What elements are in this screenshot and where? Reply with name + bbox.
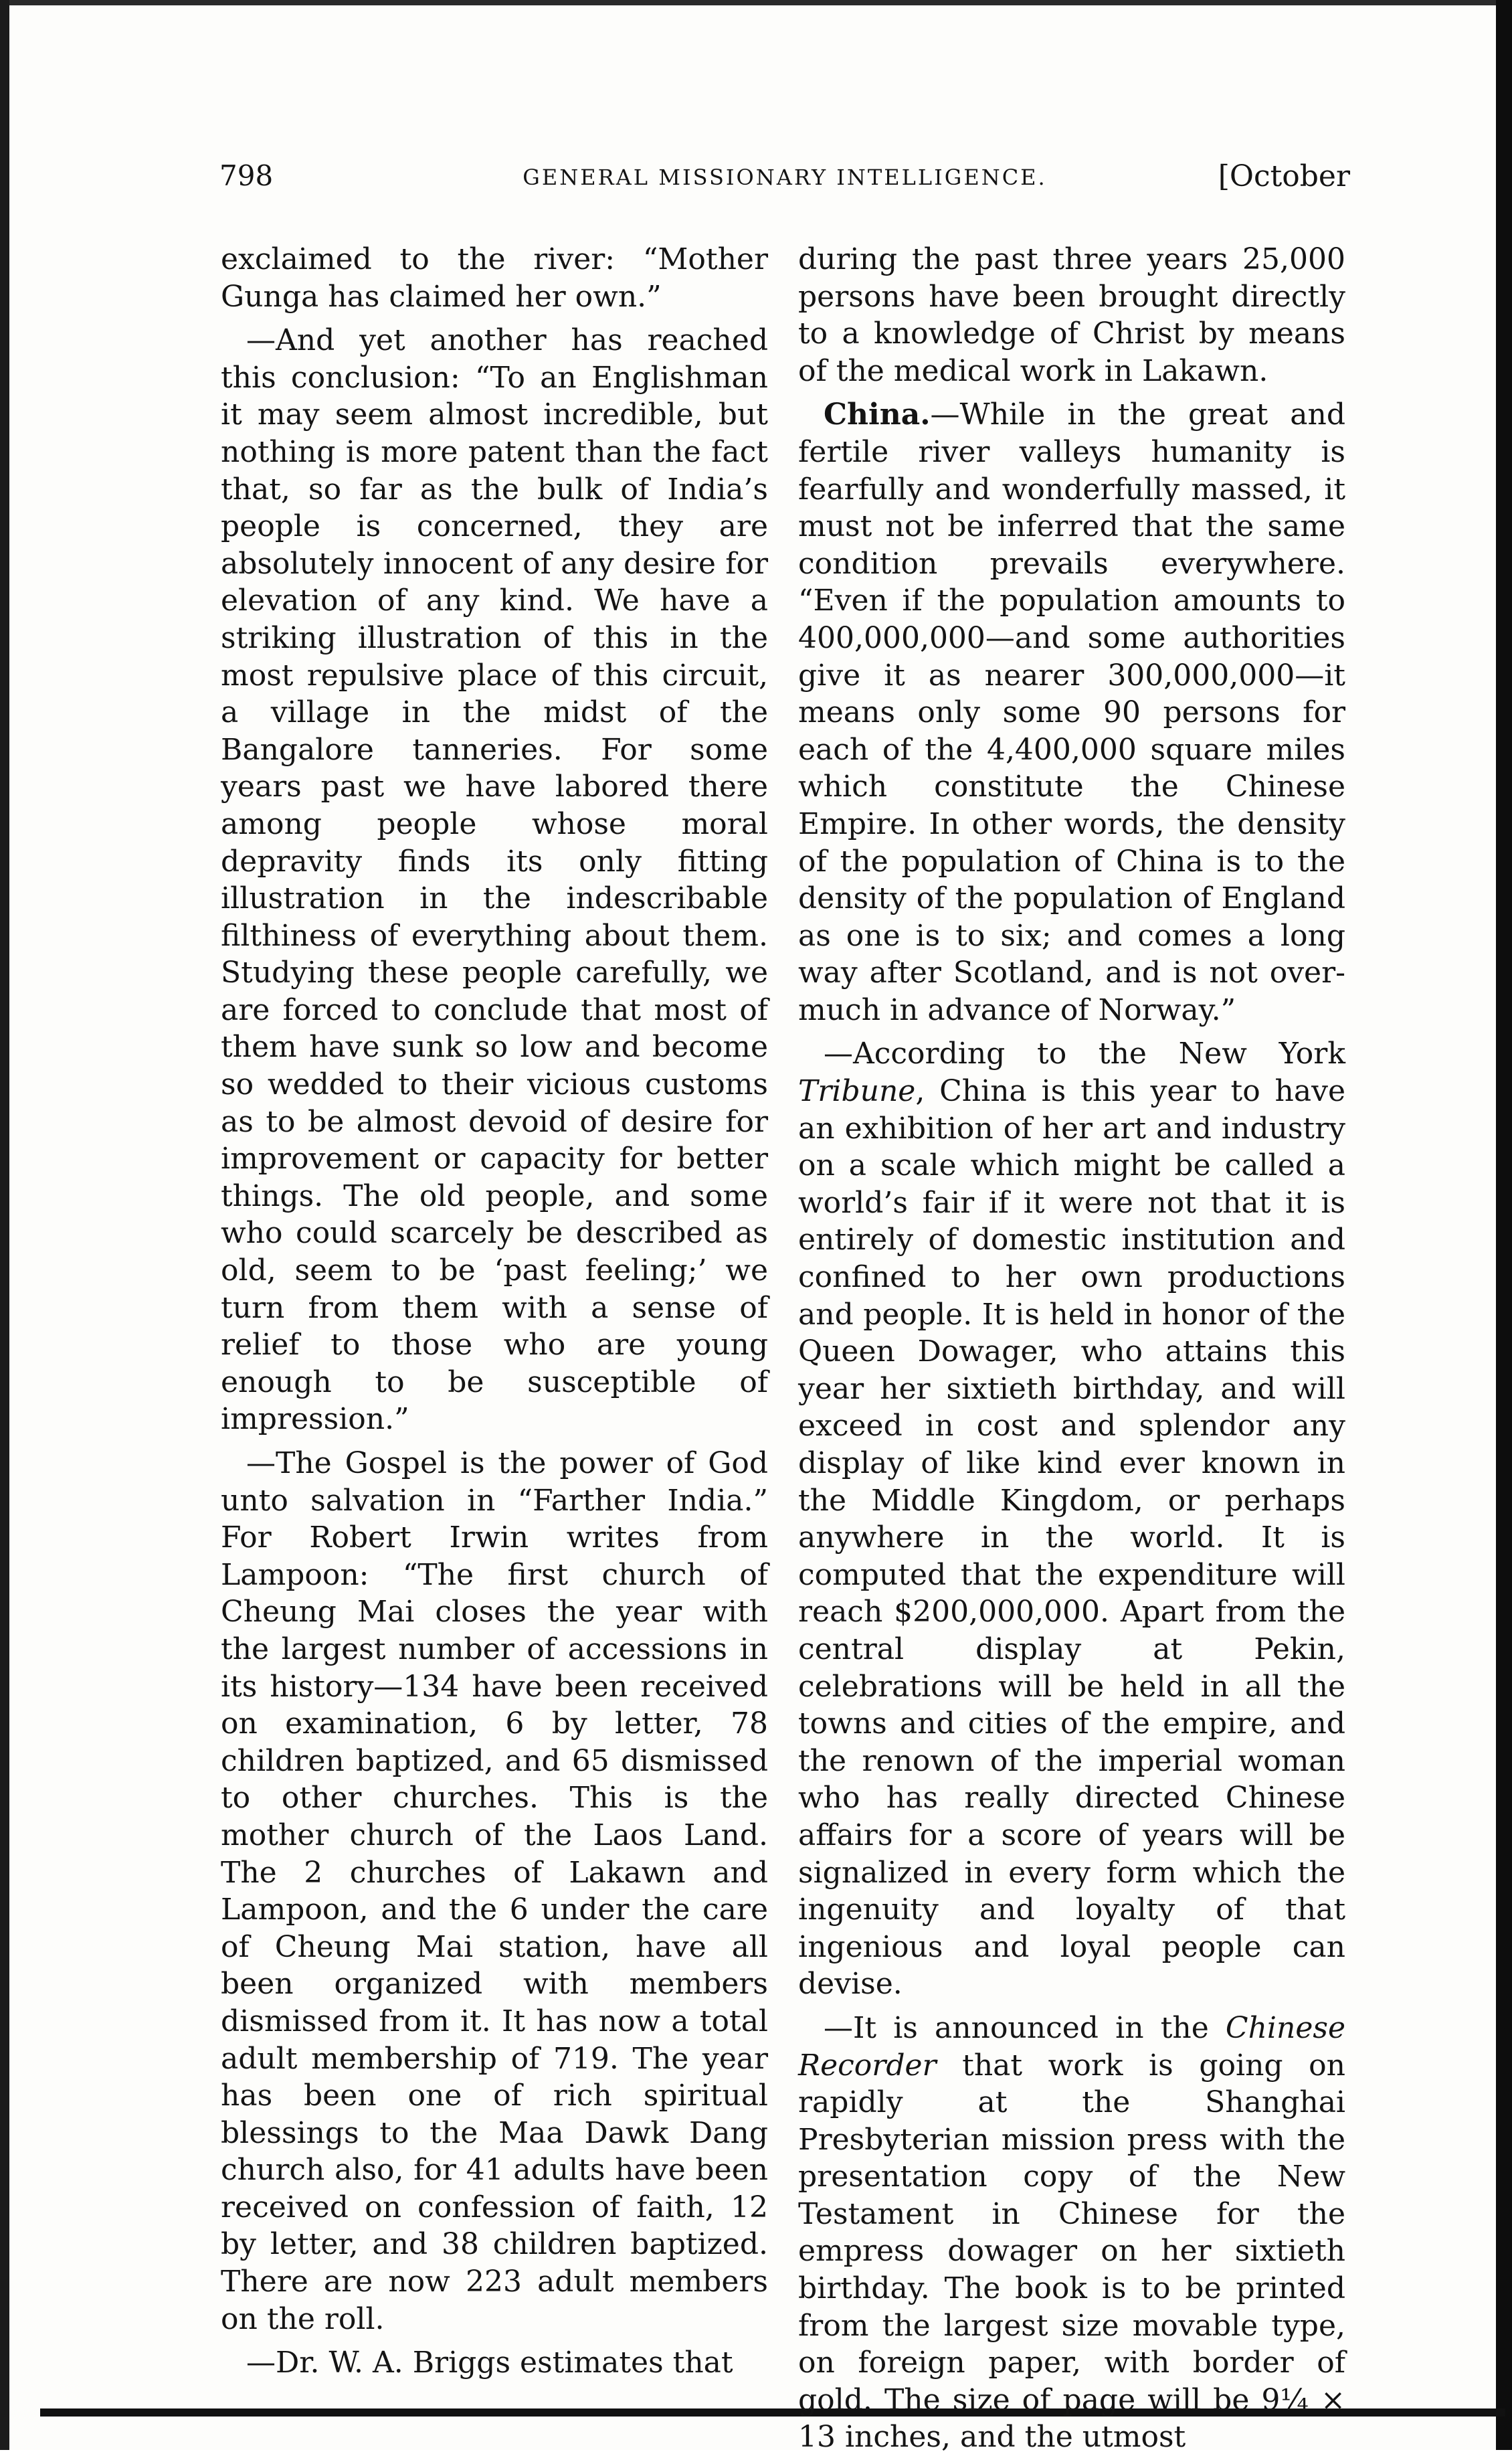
paragraph-text: —According to the New York — [824, 1037, 1345, 1071]
paragraph — [798, 1035, 1345, 2002]
right-column — [798, 241, 1345, 2455]
publication-title: Tribune — [798, 1074, 916, 1109]
page-number: 798 — [219, 159, 274, 192]
section-heading-china: China. — [824, 398, 931, 432]
paragraph: —And yet another has reached this conclusion: “To an Englishman it may seem almost incredible, but nothing is more patent than the fact that, so far as the bulk of India’s people is concerned, they are absolutely innocent of any desire for elevation of any kind. We have a striking illustration of this in the most repulsive place of this circuit, a village in the midst of the Bangalore tanneries. For some years past we have labored there among people whose moral depravity finds its only fitting illustration in the indescribable filthiness of everything about them. Studying these people carefully, we are forced to conclude that most of them have sunk so low and become so wedded to their vicious customs as to be almost devoid of desire for improvement or capacity for better things. The old people, and some who could scarcely be described as old, seem to be ‘past feeling;’ we turn from them with a sense of relief to those who are young enough to be susceptible of impression.” — [221, 323, 768, 1437]
scan-edge-right — [1496, 0, 1512, 2450]
scan-edge-left — [0, 0, 9, 2450]
paragraph: —Dr. W. A. Briggs estimates that — [246, 2346, 733, 2380]
paragraph-text: , China is this year to have an exhibition of her art and industry on a scale which might be called a world’s fair if it were not that it is entirely of domestic institution and confined to her own productions and people. It is held in honor of the Queen Dowager, who attains this year her sixtieth birthday, and will exceed in cost and splendor any display of like kind ever known in the Middle Kingdom, or perhaps anywhere in the world. It is computed that the expenditure will reach $200,000,000. Apart from the central display at Pekin, celebrations will be held in all the towns and cities of the empire, and the renown of the imperial woman who has really directed Chinese affairs for a score of years will be signalized in every form which the ingenuity and loyalty of that ingenious and loyal people can devise. — [798, 1074, 1345, 2002]
paragraph-text: that work is going on rapidly at the Shanghai Presbyterian mission press with the presentation copy of the New Testament in Chinese for the empress dowager on her sixtieth birthday. The book is to be printed from the largest size movable type, on foreign paper, with border of gold. The size of page will be 9¼ × 13 inches, and the utmost — [798, 2048, 1345, 2455]
paragraph-text: —While in the great and fertile river valleys humanity is fearfully and wonderfully massed, it must not be inferred that the same condition prevails everywhere. “Even if the population amounts to 400,000,000—and some authorities give it as nearer 300,000,000—it means only some 90 persons for each of the 4,400,000 square miles which constitute the Chinese Empire. In other words, the density of the population of China is to the density of the population of England as one is to six; and comes a long way after Scotland, and is not over-much in advance of Norway.” — [798, 398, 1345, 1027]
paragraph-text: —It is announced in the — [824, 2010, 1226, 2045]
paragraph: exclaimed to the river: “Mother Gunga has claimed her own.” — [221, 242, 768, 314]
paragraph: —The Gospel is the power of God unto salvation in “Farther India.” For Robert Irwin writes from Lampoon: “The first church of Cheung Mai closes the year with the largest number of accessions in its history—134 have been received on examination, 6 by letter, 78 children baptized, and 65 dismissed to other churches. This is the mother church of the Laos Land. The 2 churches of Lakawn and Lampoon, and the 6 under the care of Cheung Mai station, have all been organized with members dismissed from it. It has now a total adult membership of 719. The year has been one of rich spiritual blessings to the Maa Dawk Dang church also, for 41 adults have been received on confession of faith, 12 by letter, and 38 children baptized. There are now 223 adult members on the roll. — [221, 1446, 768, 2336]
left-column — [221, 241, 768, 2380]
publication-title: Chinese Recorder — [798, 2010, 1345, 2083]
paragraph — [798, 2010, 1345, 2456]
running-title: GENERAL MISSIONARY INTELLIGENCE. — [523, 165, 1047, 190]
paragraph: during the past three years 25,000 persons have been brought directly to a knowledge of Christ by means of the medical work in Lakawn. — [798, 242, 1345, 388]
page-header — [219, 159, 1350, 206]
scan-edge-top — [0, 0, 1512, 5]
header-month: [October — [1218, 159, 1350, 193]
paragraph — [798, 396, 1345, 1029]
